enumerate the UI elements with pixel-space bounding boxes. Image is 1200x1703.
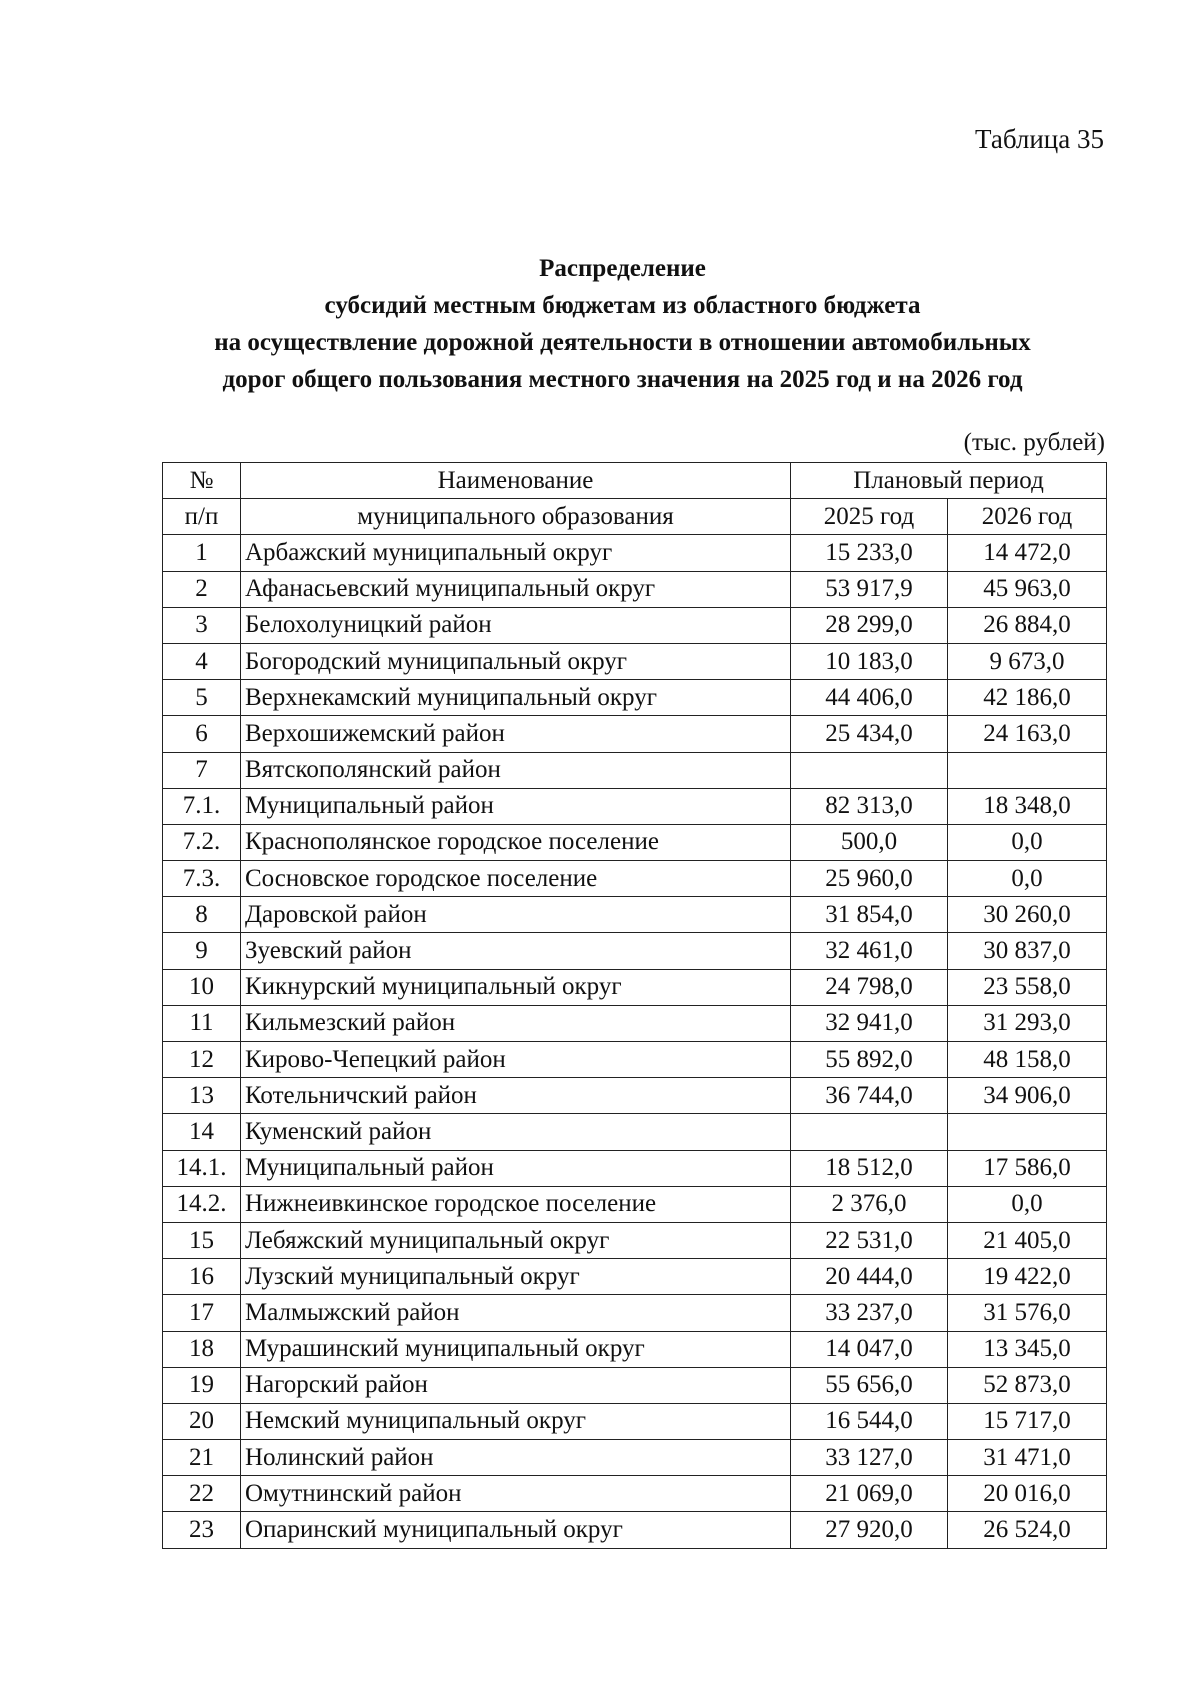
value-2025-cell: 16 544,0: [791, 1403, 948, 1439]
subsidy-table: [162, 462, 1107, 1549]
row-number-cell: 22: [163, 1476, 241, 1512]
value-2026-cell: 21 405,0: [948, 1222, 1107, 1258]
value-2025-cell: 25 960,0: [791, 861, 948, 897]
value-2026-cell: [948, 752, 1107, 788]
municipality-name-cell: Лузский муниципальный округ: [241, 1259, 791, 1295]
value-2026-cell: 18 348,0: [948, 788, 1107, 824]
table-header: [163, 463, 1107, 535]
row-number-cell: 7.1.: [163, 788, 241, 824]
municipality-name-cell: Немский муниципальный округ: [241, 1403, 791, 1439]
value-2026-cell: 52 873,0: [948, 1367, 1107, 1403]
value-2026-cell: 0,0: [948, 824, 1107, 860]
municipality-name-cell: Зуевский район: [241, 933, 791, 969]
value-2025-cell: 27 920,0: [791, 1512, 948, 1548]
table-row: [163, 969, 1107, 1005]
table-row: [163, 788, 1107, 824]
table-number: Таблица 35: [975, 124, 1104, 154]
table-row: [163, 1150, 1107, 1186]
row-number-cell: 7.2.: [163, 824, 241, 860]
header-row-1: [163, 463, 1107, 499]
value-2026-cell: 17 586,0: [948, 1150, 1107, 1186]
value-2025-cell: 36 744,0: [791, 1078, 948, 1114]
row-number-cell: 16: [163, 1259, 241, 1295]
heading-line-2: субсидий местным бюджетам из областного бюджета: [324, 292, 921, 319]
municipality-name-cell: Богородский муниципальный округ: [241, 643, 791, 679]
table-row: [163, 680, 1107, 716]
value-2025-cell: 44 406,0: [791, 680, 948, 716]
value-2026-cell: 13 345,0: [948, 1331, 1107, 1367]
row-number-cell: 2: [163, 571, 241, 607]
value-2026-cell: 0,0: [948, 1186, 1107, 1222]
row-number-cell: 7: [163, 752, 241, 788]
municipality-name-cell: Кикнурский муниципальный округ: [241, 969, 791, 1005]
header-year-2026: 2026 год: [948, 499, 1107, 535]
value-2025-cell: 14 047,0: [791, 1331, 948, 1367]
value-2026-cell: 0,0: [948, 861, 1107, 897]
row-number-cell: 14.2.: [163, 1186, 241, 1222]
row-number-cell: 17: [163, 1295, 241, 1331]
table-row: [163, 1440, 1107, 1476]
value-2026-cell: 20 016,0: [948, 1476, 1107, 1512]
municipality-name-cell: Малмыжский район: [241, 1295, 791, 1331]
municipality-name-cell: Опаринский муниципальный округ: [241, 1512, 791, 1548]
value-2025-cell: 500,0: [791, 824, 948, 860]
table-body: [163, 535, 1107, 1548]
value-2025-cell: 32 461,0: [791, 933, 948, 969]
value-2025-cell: [791, 752, 948, 788]
table-row: [163, 1367, 1107, 1403]
municipality-name-cell: Муниципальный район: [241, 788, 791, 824]
value-2026-cell: 14 472,0: [948, 535, 1107, 571]
header-name-top: Наименование: [241, 463, 791, 499]
header-num-bottom: п/п: [163, 499, 241, 535]
table-row: [163, 1078, 1107, 1114]
heading-line-4: дорог общего пользования местного значения на 2025 год и на 2026 год: [222, 366, 1023, 393]
value-2025-cell: 82 313,0: [791, 788, 948, 824]
value-2025-cell: 33 237,0: [791, 1295, 948, 1331]
value-2026-cell: 31 471,0: [948, 1440, 1107, 1476]
value-2025-cell: [791, 1114, 948, 1150]
table-row: [163, 1186, 1107, 1222]
value-2025-cell: 20 444,0: [791, 1259, 948, 1295]
row-number-cell: 11: [163, 1005, 241, 1041]
header-name-bottom: муниципального образования: [241, 499, 791, 535]
row-number-cell: 13: [163, 1078, 241, 1114]
row-number-cell: 3: [163, 607, 241, 643]
table-row: [163, 1295, 1107, 1331]
value-2025-cell: 22 531,0: [791, 1222, 948, 1258]
table-row: [163, 1222, 1107, 1258]
table-row: [163, 752, 1107, 788]
municipality-name-cell: Краснополянское городское поселение: [241, 824, 791, 860]
value-2026-cell: 31 576,0: [948, 1295, 1107, 1331]
row-number-cell: 7.3.: [163, 861, 241, 897]
value-2026-cell: [948, 1114, 1107, 1150]
value-2025-cell: 32 941,0: [791, 1005, 948, 1041]
table-row: [163, 1042, 1107, 1078]
table-row: [163, 824, 1107, 860]
row-number-cell: 5: [163, 680, 241, 716]
value-2026-cell: 23 558,0: [948, 969, 1107, 1005]
municipality-name-cell: Верхошижемский район: [241, 716, 791, 752]
table-row: [163, 1512, 1107, 1548]
row-number-cell: 6: [163, 716, 241, 752]
value-2025-cell: 25 434,0: [791, 716, 948, 752]
header-row-2: [163, 499, 1107, 535]
value-2026-cell: 42 186,0: [948, 680, 1107, 716]
value-2026-cell: 15 717,0: [948, 1403, 1107, 1439]
value-2025-cell: 24 798,0: [791, 969, 948, 1005]
municipality-name-cell: Кильмезский район: [241, 1005, 791, 1041]
value-2026-cell: 26 884,0: [948, 607, 1107, 643]
row-number-cell: 18: [163, 1331, 241, 1367]
header-year-2025: 2025 год: [791, 499, 948, 535]
row-number-cell: 19: [163, 1367, 241, 1403]
table-row: [163, 1403, 1107, 1439]
header-num-top: №: [163, 463, 241, 499]
value-2025-cell: 21 069,0: [791, 1476, 948, 1512]
row-number-cell: 1: [163, 535, 241, 571]
unit-note: (тыс. рублей): [963, 429, 1105, 456]
municipality-name-cell: Котельничский район: [241, 1078, 791, 1114]
row-number-cell: 12: [163, 1042, 241, 1078]
table-row: [163, 933, 1107, 969]
table-row: [163, 861, 1107, 897]
table-row: [163, 1331, 1107, 1367]
document-heading: [150, 250, 1095, 398]
value-2025-cell: 31 854,0: [791, 897, 948, 933]
value-2025-cell: 55 892,0: [791, 1042, 948, 1078]
table-row: [163, 1259, 1107, 1295]
row-number-cell: 4: [163, 643, 241, 679]
municipality-name-cell: Мурашинский муниципальный округ: [241, 1331, 791, 1367]
municipality-name-cell: Вятскополянский район: [241, 752, 791, 788]
heading-line-3: на осуществление дорожной деятельности в отношении автомобильных: [214, 329, 1031, 356]
municipality-name-cell: Лебяжский муниципальный округ: [241, 1222, 791, 1258]
municipality-name-cell: Омутнинский район: [241, 1476, 791, 1512]
value-2025-cell: 2 376,0: [791, 1186, 948, 1222]
heading-line-1: Распределение: [539, 255, 706, 282]
value-2026-cell: 26 524,0: [948, 1512, 1107, 1548]
value-2026-cell: 19 422,0: [948, 1259, 1107, 1295]
municipality-name-cell: Нижнеивкинское городское поселение: [241, 1186, 791, 1222]
municipality-name-cell: Верхнекамский муниципальный округ: [241, 680, 791, 716]
row-number-cell: 20: [163, 1403, 241, 1439]
municipality-name-cell: Нолинский район: [241, 1440, 791, 1476]
value-2025-cell: 33 127,0: [791, 1440, 948, 1476]
value-2025-cell: 28 299,0: [791, 607, 948, 643]
value-2026-cell: 30 260,0: [948, 897, 1107, 933]
value-2026-cell: 34 906,0: [948, 1078, 1107, 1114]
municipality-name-cell: Куменский район: [241, 1114, 791, 1150]
value-2025-cell: 55 656,0: [791, 1367, 948, 1403]
value-2026-cell: 24 163,0: [948, 716, 1107, 752]
municipality-name-cell: Кирово-Чепецкий район: [241, 1042, 791, 1078]
municipality-name-cell: Даровской район: [241, 897, 791, 933]
value-2026-cell: 31 293,0: [948, 1005, 1107, 1041]
value-2026-cell: 9 673,0: [948, 643, 1107, 679]
municipality-name-cell: Муниципальный район: [241, 1150, 791, 1186]
value-2025-cell: 10 183,0: [791, 643, 948, 679]
value-2025-cell: 53 917,9: [791, 571, 948, 607]
value-2025-cell: 18 512,0: [791, 1150, 948, 1186]
municipality-name-cell: Нагорский район: [241, 1367, 791, 1403]
table-row: [163, 535, 1107, 571]
table-row: [163, 1476, 1107, 1512]
row-number-cell: 21: [163, 1440, 241, 1476]
table-row: [163, 1005, 1107, 1041]
value-2025-cell: 15 233,0: [791, 535, 948, 571]
municipality-name-cell: Арбажский муниципальный округ: [241, 535, 791, 571]
table-row: [163, 571, 1107, 607]
table-row: [163, 1114, 1107, 1150]
row-number-cell: 9: [163, 933, 241, 969]
row-number-cell: 15: [163, 1222, 241, 1258]
value-2026-cell: 48 158,0: [948, 1042, 1107, 1078]
table-row: [163, 607, 1107, 643]
municipality-name-cell: Белохолуницкий район: [241, 607, 791, 643]
table-row: [163, 716, 1107, 752]
value-2026-cell: 45 963,0: [948, 571, 1107, 607]
header-period: Плановый период: [791, 463, 1107, 499]
row-number-cell: 23: [163, 1512, 241, 1548]
row-number-cell: 14: [163, 1114, 241, 1150]
row-number-cell: 8: [163, 897, 241, 933]
row-number-cell: 10: [163, 969, 241, 1005]
table-row: [163, 643, 1107, 679]
table-row: [163, 897, 1107, 933]
row-number-cell: 14.1.: [163, 1150, 241, 1186]
municipality-name-cell: Сосновское городское поселение: [241, 861, 791, 897]
municipality-name-cell: Афанасьевский муниципальный округ: [241, 571, 791, 607]
value-2026-cell: 30 837,0: [948, 933, 1107, 969]
